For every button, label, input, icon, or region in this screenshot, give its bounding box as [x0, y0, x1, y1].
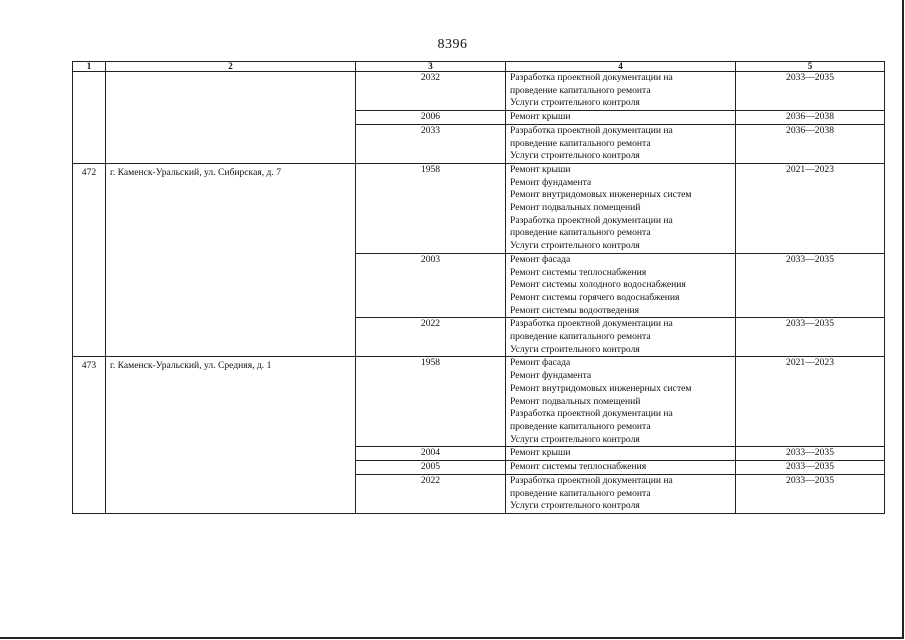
house-number-cell: 473: [73, 357, 106, 513]
work-item: проведение капитального ремонта: [510, 420, 651, 432]
works-cell: [506, 447, 736, 461]
work-item: Ремонт фасада: [510, 253, 571, 265]
year-cell: 2033: [356, 124, 506, 163]
period-cell: 2033—2035: [736, 474, 885, 513]
work-item: Услуги строительного контроля: [510, 343, 640, 355]
work-item: Ремонт системы теплоснабжения: [510, 266, 647, 278]
work-item: Ремонт подвальных помещений: [510, 202, 641, 214]
work-item: проведение капитального ремонта: [510, 487, 651, 499]
year-cell: 1958: [356, 163, 506, 253]
work-item: Разработка проектной документации на: [510, 72, 673, 83]
work-item: Разработка проектной документации на: [510, 214, 673, 226]
year-cell: 2004: [356, 447, 506, 461]
period-cell: 2021—2023: [736, 357, 885, 447]
work-item: Ремонт внутридомовых инженерных систем: [510, 189, 692, 201]
year-cell: 2022: [356, 474, 506, 513]
work-item: Разработка проектной документации на: [510, 318, 673, 330]
work-item: Ремонт крыши: [510, 447, 571, 459]
period-cell: 2033—2035: [736, 447, 885, 461]
table-row: [73, 72, 885, 111]
works-cell: [506, 318, 736, 357]
column-header: 5: [736, 62, 885, 72]
period-cell: 2033—2035: [736, 72, 885, 111]
column-header: 3: [356, 62, 506, 72]
works-cell: [506, 474, 736, 513]
work-item: Разработка проектной документации на: [510, 408, 673, 420]
table-row: [73, 357, 885, 447]
work-item: Разработка проектной документации на: [510, 474, 673, 486]
work-item: Ремонт крыши: [510, 111, 571, 123]
work-item: Услуги строительного контроля: [510, 240, 640, 252]
period-cell: 2033—2035: [736, 318, 885, 357]
year-cell: 2032: [356, 72, 506, 111]
work-item: Ремонт системы горячего водоснабжения: [510, 291, 680, 303]
table-row: [73, 163, 885, 253]
table-body: [73, 72, 885, 514]
work-item: Услуги строительного контроля: [510, 500, 640, 512]
address-cell: [106, 72, 356, 164]
work-item: Ремонт крыши: [510, 163, 571, 175]
work-item: Услуги строительного контроля: [510, 150, 640, 162]
work-item: Ремонт фасада: [510, 357, 571, 369]
work-item: проведение капитального ремонта: [510, 227, 651, 239]
address-cell: г. Каменск-Уральский, ул. Сибирская, д. 7: [106, 163, 356, 357]
period-cell: 2036—2038: [736, 124, 885, 163]
year-cell: 2006: [356, 111, 506, 125]
works-cell: [506, 357, 736, 447]
period-cell: 2036—2038: [736, 111, 885, 125]
work-item: Услуги строительного контроля: [510, 433, 640, 445]
works-cell: [506, 72, 736, 111]
works-cell: [506, 111, 736, 125]
year-cell: 2005: [356, 461, 506, 475]
work-item: проведение капитального ремонта: [510, 331, 651, 343]
column-header: 1: [73, 62, 106, 72]
column-header: 4: [506, 62, 736, 72]
period-cell: 2033—2035: [736, 253, 885, 318]
period-cell: 2033—2035: [736, 461, 885, 475]
work-item: Ремонт системы холодного водоснабжения: [510, 279, 686, 291]
work-item: Ремонт системы водоотведения: [510, 304, 640, 316]
work-item: Ремонт системы теплоснабжения: [510, 461, 647, 473]
year-cell: 1958: [356, 357, 506, 447]
house-number-cell: [73, 72, 106, 164]
work-item: Ремонт внутридомовых инженерных систем: [510, 382, 692, 394]
period-cell: 2021—2023: [736, 163, 885, 253]
work-item: Ремонт фундамента: [510, 370, 592, 382]
work-item: проведение капитального ремонта: [510, 84, 651, 96]
work-item: Разработка проектной документации на: [510, 124, 673, 136]
works-cell: [506, 163, 736, 253]
works-cell: [506, 461, 736, 475]
header-row: [73, 62, 885, 72]
work-item: проведение капитального ремонта: [510, 137, 651, 149]
work-item: Услуги строительного контроля: [510, 97, 640, 109]
works-cell: [506, 253, 736, 318]
works-cell: [506, 124, 736, 163]
capital-repair-table: [72, 61, 885, 514]
house-number-cell: 472: [73, 163, 106, 357]
page-number: 8396: [437, 37, 468, 52]
column-header: 2: [106, 62, 356, 72]
work-item: Ремонт подвальных помещений: [510, 395, 641, 407]
address-cell: г. Каменск-Уральский, ул. Средняя, д. 1: [106, 357, 356, 513]
year-cell: 2022: [356, 318, 506, 357]
year-cell: 2003: [356, 253, 506, 318]
work-item: Ремонт фундамента: [510, 176, 592, 188]
